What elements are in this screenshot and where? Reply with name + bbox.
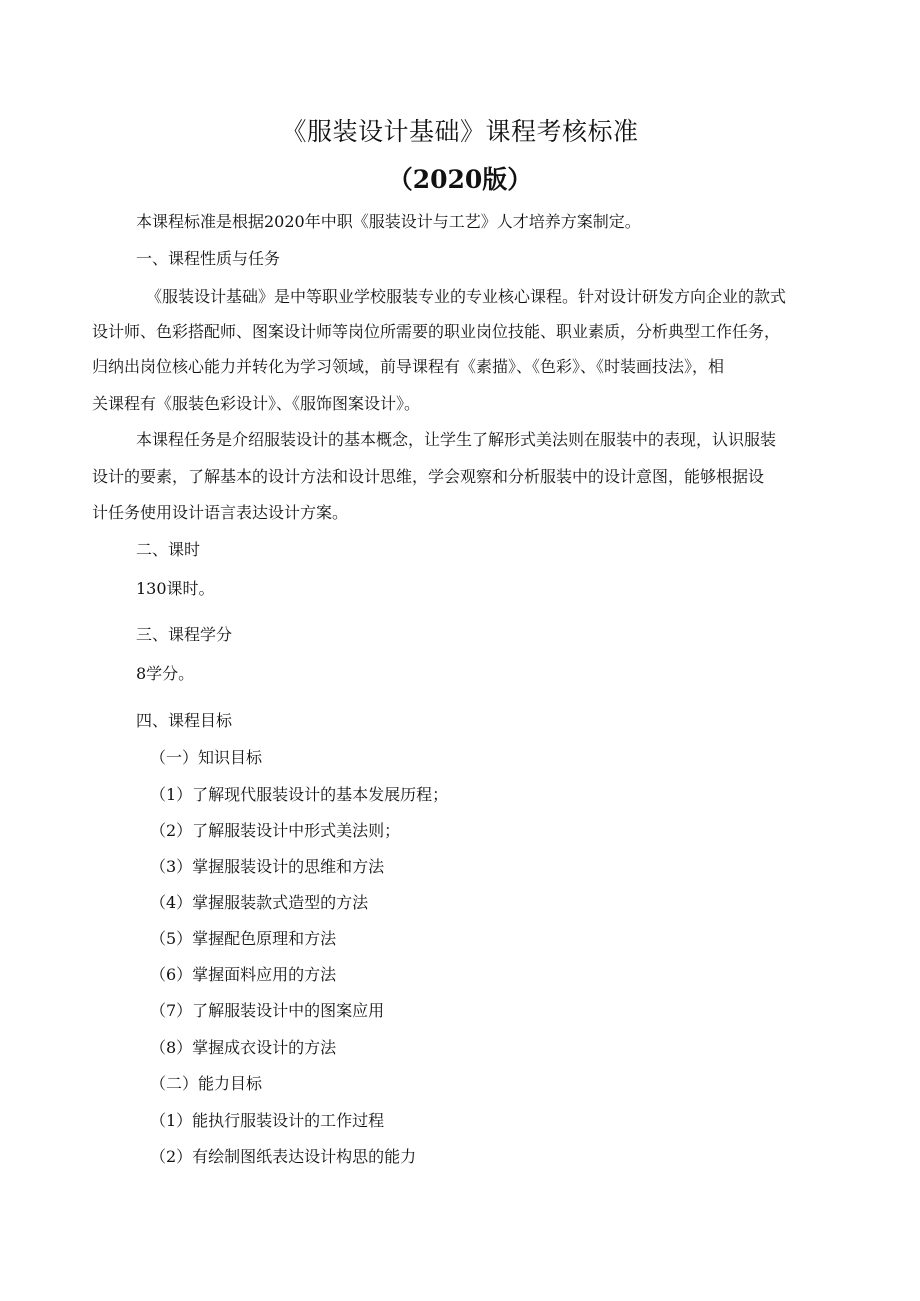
ability-item: （2）有绘制图纸表达设计构思的能力 bbox=[150, 1147, 417, 1166]
para1-line-3: 归纳出岗位核心能力并转化为学习领域，前导课程有《素描》、《色彩》、《时装画技法》，相 bbox=[92, 357, 725, 376]
section-heading-credits: 三、课程学分 bbox=[136, 625, 233, 644]
para2-line-2: 设计的要素，了解基本的设计方法和设计思维，学会观察和分析服装中的设计意图，能够根据设 bbox=[92, 467, 765, 486]
knowledge-item: （5）掌握配色原理和方法 bbox=[150, 929, 337, 948]
subsection-heading-ability: （二）能力目标 bbox=[150, 1074, 263, 1093]
knowledge-item: （6）掌握面料应用的方法 bbox=[150, 965, 337, 984]
para1-line-2: 设计师、色彩搭配师、图案设计师等岗位所需要的职业岗位技能、职业素质，分析典型工作任务， bbox=[92, 322, 781, 341]
section-heading-nature: 一、课程性质与任务 bbox=[136, 249, 281, 268]
ability-item: （1）能执行服装设计的工作过程 bbox=[150, 1111, 385, 1130]
knowledge-item: （4）掌握服装款式造型的方法 bbox=[150, 893, 369, 912]
document-title: 《服装设计基础》课程考核标准 bbox=[281, 117, 639, 146]
knowledge-item: （2）了解服装设计中形式美法则； bbox=[150, 821, 401, 840]
subsection-heading-knowledge: （一）知识目标 bbox=[150, 748, 263, 767]
knowledge-item: （1）了解现代服装设计的基本发展历程； bbox=[150, 785, 449, 804]
section-heading-goals: 四、课程目标 bbox=[136, 711, 233, 730]
credits-value: 8学分。 bbox=[136, 664, 195, 683]
knowledge-item: （7）了解服装设计中的图案应用 bbox=[150, 1001, 385, 1020]
knowledge-item: （3）掌握服装设计的思维和方法 bbox=[150, 857, 385, 876]
para1-line-4: 关课程有《服装色彩设计》、《服饰图案设计》。 bbox=[92, 394, 421, 413]
section-heading-hours: 二、课时 bbox=[136, 540, 201, 559]
para1-line-1: 《服装设计基础》是中等职业学校服装专业的专业核心课程。针对设计研发方向企业的款式 bbox=[146, 287, 787, 306]
intro-text: 本课程标准是根据2020年中职《服装设计与工艺》人才培养方案制定。 bbox=[136, 212, 641, 231]
knowledge-item: （8）掌握成衣设计的方法 bbox=[150, 1038, 337, 1057]
para2-line-1: 本课程任务是介绍服装设计的基本概念，让学生了解形式美法则在服装中的表现，认识服装 bbox=[136, 430, 777, 449]
hours-value: 130课时。 bbox=[136, 579, 215, 598]
document-subtitle: （2020版） bbox=[387, 165, 533, 194]
para2-line-3: 计任务使用设计语言表达设计方案。 bbox=[92, 503, 349, 522]
